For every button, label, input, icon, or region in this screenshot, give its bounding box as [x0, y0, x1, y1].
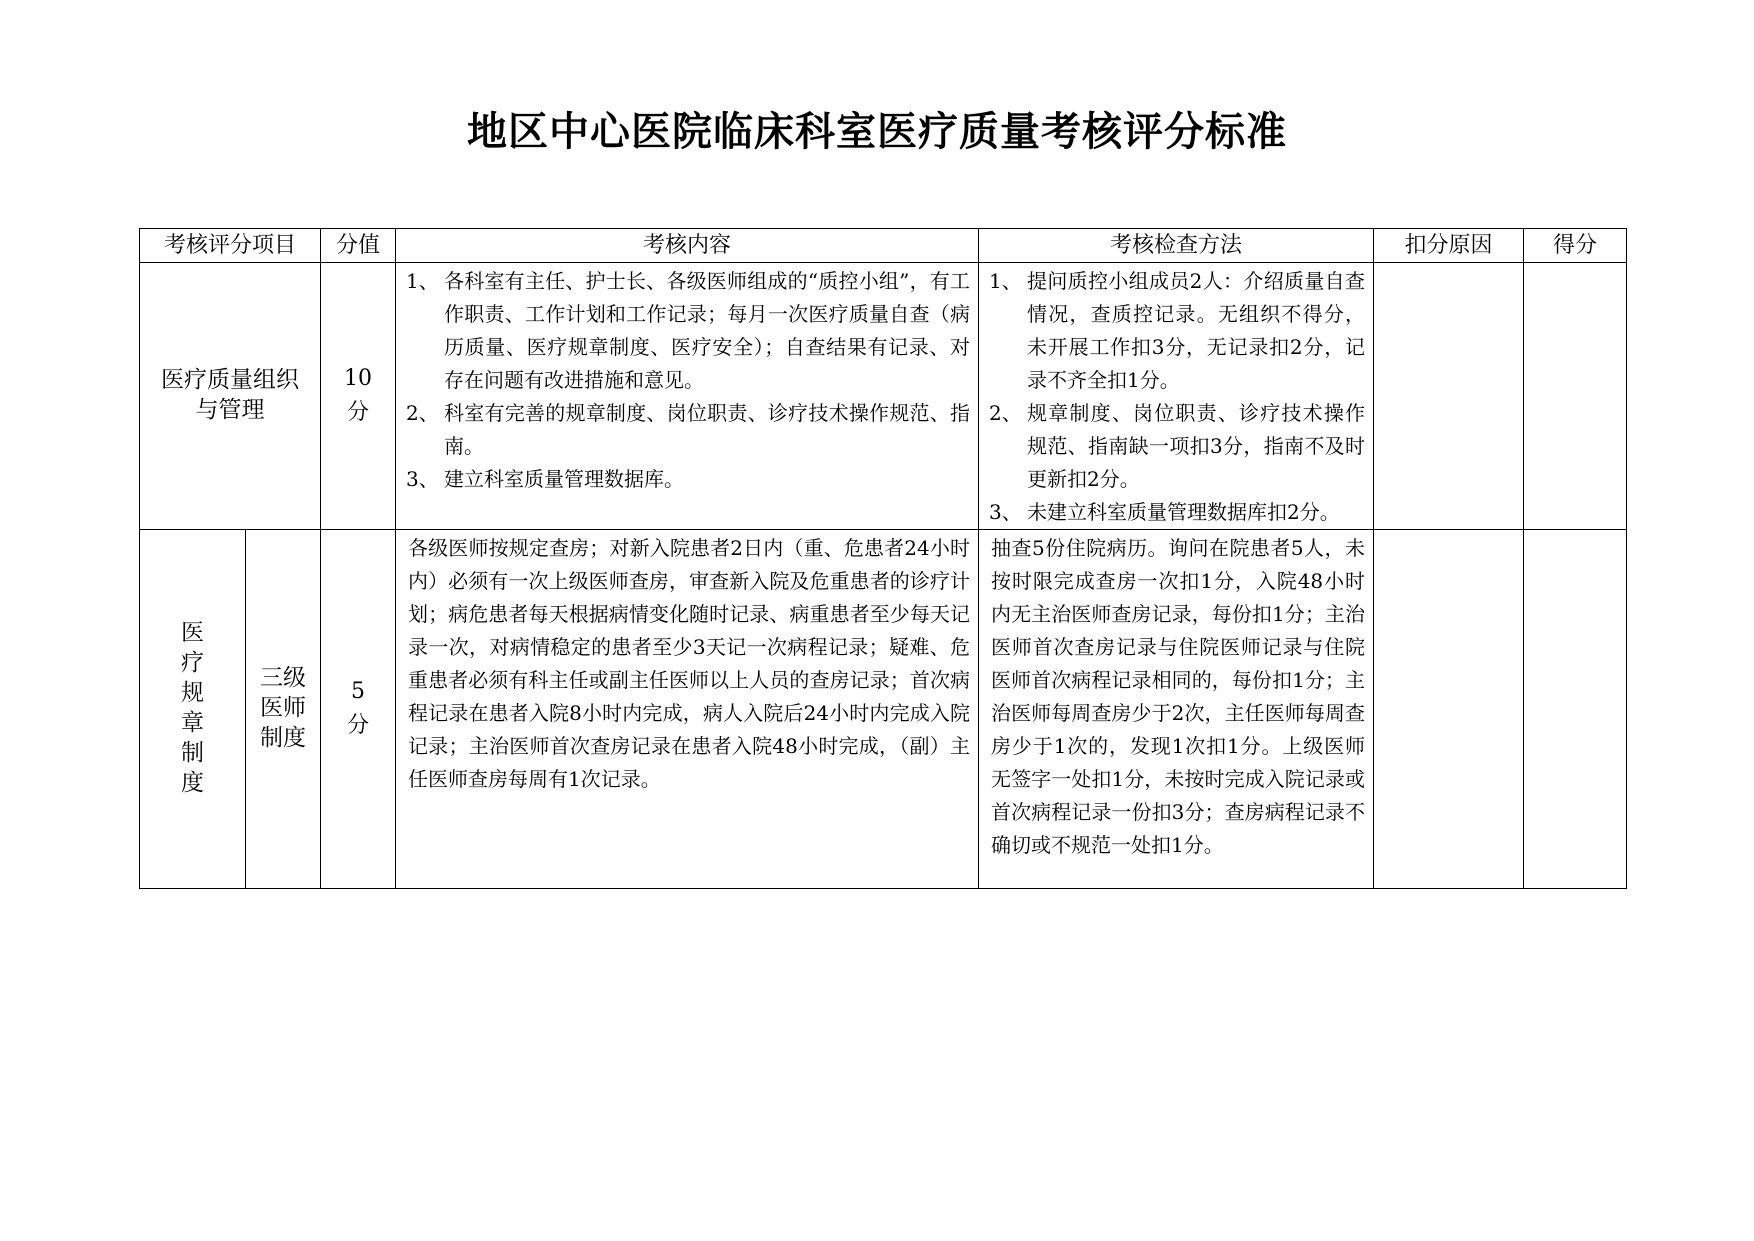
- category-label: 医疗规章制度: [181, 620, 204, 796]
- method-text: 抽查5份住院病历。询问在院患者5人，未按时限完成查房一次扣1分，入院48小时内无主治医师查房记录，每份扣1分；主治医师首次查房记录与住院医师记录与住院医师首次病程记录相同的，每份扣1分；主治医师每周查房少于2次，主任医师每周查房少于1次的，发现1次扣1分。上级医师无签字一处扣1分，未按时完成入院记录或首次病程记录一份扣3分；查房病程记录不确切或不规范一处扣1分。: [991, 536, 1366, 857]
- score-value: 10分: [344, 366, 373, 425]
- list-item: [989, 496, 1365, 529]
- method-cell: [979, 530, 1374, 889]
- item-number: 2、: [406, 401, 439, 425]
- deduction-reason-cell[interactable]: [1374, 530, 1524, 889]
- item-number: 1、: [989, 269, 1022, 293]
- category-cell: [140, 530, 246, 889]
- item-number: 1、: [406, 269, 439, 293]
- category-cell: [140, 263, 321, 530]
- item-text: 科室有完善的规章制度、岗位职责、诊疗技术操作规范、指南。: [444, 401, 971, 458]
- item-text: 未建立科室质量管理数据库扣2分。: [1027, 500, 1340, 524]
- score-cell: [321, 263, 396, 530]
- content-cell: [396, 263, 979, 530]
- score-value: 5分: [347, 679, 370, 738]
- content-cell: [396, 530, 979, 889]
- subcategory-label: 三级医师制度: [260, 665, 306, 751]
- points-cell[interactable]: [1524, 263, 1627, 530]
- item-text: 规章制度、岗位职责、诊疗技术操作规范、指南缺一项扣3分，指南不及时更新扣2分。: [1027, 401, 1366, 491]
- header-points: 得分: [1524, 229, 1627, 263]
- category-label: 医疗质量组织与管理: [161, 367, 299, 423]
- item-text: 提问质控小组成员2人：介绍质量自查情况，查质控记录。无组织不得分，未开展工作扣3分，无记录扣2分，记录不齐全扣1分。: [1027, 269, 1366, 392]
- header-score: 分值: [321, 229, 396, 263]
- points-cell[interactable]: [1524, 530, 1627, 889]
- table-header-row: [140, 229, 1627, 263]
- score-cell: [321, 530, 396, 889]
- table-row: [140, 263, 1627, 530]
- method-list: [979, 263, 1373, 529]
- item-text: 各科室有主任、护士长、各级医师组成的“质控小组”，有工作职责、工作计划和工作记录；每月一次医疗质量自查（病历质量、医疗规章制度、医疗安全）；自查结果有记录、对存在问题有改进措施和意见。: [444, 269, 971, 392]
- list-item: [406, 265, 970, 397]
- header-content: 考核内容: [396, 229, 979, 263]
- item-text: 建立科室质量管理数据库。: [444, 467, 685, 491]
- list-item: [989, 265, 1365, 397]
- subcategory-cell: [246, 530, 321, 889]
- item-number: 3、: [989, 500, 1022, 524]
- list-item: [406, 397, 970, 463]
- page-title: 地区中心医院临床科室医疗质量考核评分标准: [467, 109, 1287, 155]
- method-cell: [979, 263, 1374, 530]
- list-item: [989, 397, 1365, 496]
- header-item: 考核评分项目: [140, 229, 321, 263]
- scoring-table: [139, 228, 1627, 889]
- content-text: 各级医师按规定查房；对新入院患者2日内（重、危患者24小时内）必须有一次上级医师查房，审查新入院及危重患者的诊疗计划；病危患者每天根据病情变化随时记录、病重患者至少每天记录一次，对病情稳定的患者至少3天记一次病程记录；疑难、危重患者必须有科主任或副主任医师以上人员的查房记录；首次病程记录在患者入院8小时内完成，病人入院后24小时内完成入院记录；主治医师首次查房记录在患者入院48小时完成，（副）主任医师查房每周有1次记录。: [408, 536, 971, 791]
- deduction-reason-cell[interactable]: [1374, 263, 1524, 530]
- item-number: 3、: [406, 467, 439, 491]
- list-item: [406, 463, 970, 496]
- item-number: 2、: [989, 401, 1022, 425]
- header-method: 考核检查方法: [979, 229, 1374, 263]
- content-list: [396, 263, 978, 496]
- header-deduction-reason: 扣分原因: [1374, 229, 1524, 263]
- table-row: [140, 530, 1627, 889]
